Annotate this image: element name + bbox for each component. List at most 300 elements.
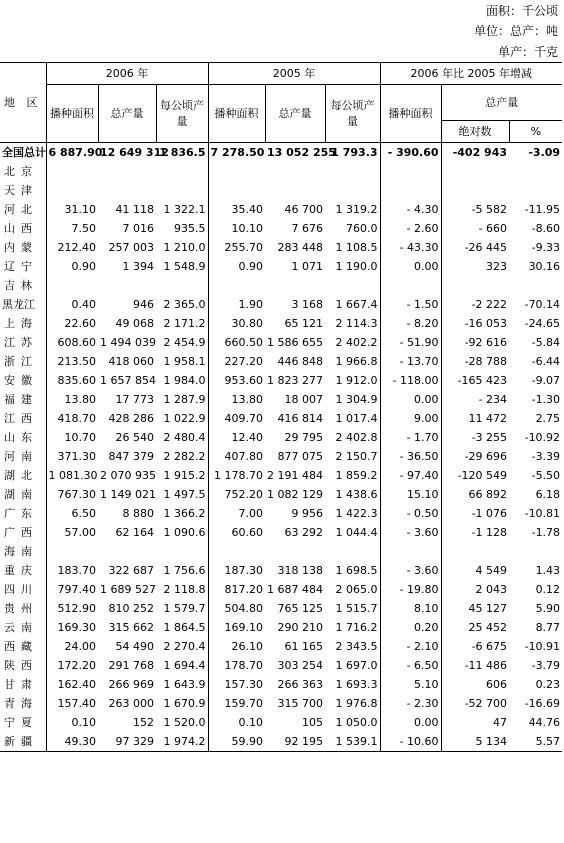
- cell-a05: 407.80: [224, 450, 264, 463]
- cell-t05: 65 121: [284, 317, 324, 330]
- cell-region: 福建: [0, 390, 46, 409]
- unit-area: 面积：千公顷: [485, 4, 558, 18]
- cell-dt: -120 549: [457, 469, 508, 482]
- cell-da: [380, 162, 441, 181]
- cell-dt: -165 423: [457, 374, 508, 387]
- cell-t06: [98, 542, 156, 561]
- table-row: [0, 314, 562, 333]
- cell-da: 9.00: [380, 409, 441, 428]
- table-row: [0, 542, 562, 561]
- cell-dp: 1.43: [535, 564, 561, 577]
- cell-t06: 62 164: [115, 526, 154, 539]
- cell-region: 山东: [0, 428, 46, 447]
- cell-y06: [156, 162, 208, 181]
- table-row: [0, 295, 562, 314]
- cell-t06: 54 490: [115, 640, 154, 653]
- cell-t06: [98, 276, 156, 295]
- cell-t05: 2 191 484: [267, 469, 324, 482]
- cell-a06: 162.40: [57, 678, 96, 691]
- table-row: [0, 428, 562, 447]
- cell-t05: 290 210: [277, 621, 324, 634]
- cell-y06: 1 548.9: [156, 257, 208, 276]
- cell-t06: 41 118: [115, 203, 154, 216]
- cell-da: - 6.50: [380, 656, 441, 675]
- header-2006: 2006 年: [46, 63, 208, 85]
- cell-dp: -16.69: [524, 697, 561, 710]
- cell-a05: 227.20: [224, 355, 264, 368]
- cell-region: 湖南: [0, 485, 46, 504]
- cell-y06: 1 694.4: [156, 656, 208, 675]
- cell-t05: 266 363: [277, 678, 324, 691]
- cell-a05: [208, 542, 265, 561]
- cell-region: 广西: [0, 523, 46, 542]
- cell-a05: [208, 162, 265, 181]
- cell-a05: 953.60: [224, 374, 264, 387]
- cell-y06: 1 090.6: [156, 523, 208, 542]
- cell-region: 广东: [0, 504, 46, 523]
- cell-a05: 10.10: [231, 222, 264, 235]
- cell-dp: -9.33: [531, 241, 561, 254]
- header-yield-2006: 每公顷产量: [156, 85, 208, 143]
- table-row: [0, 409, 562, 428]
- cell-a06: 183.70: [57, 564, 96, 577]
- table-row: [0, 447, 562, 466]
- cell-dp: 44.76: [528, 716, 561, 729]
- cell-dt: -5 582: [471, 203, 508, 216]
- cell-a05: 7 278.50: [210, 146, 265, 159]
- cell-y06: 1 322.1: [156, 200, 208, 219]
- cell-da: - 8.20: [380, 314, 441, 333]
- cell-a06: 22.60: [64, 317, 96, 330]
- cell-da: - 10.60: [380, 732, 441, 752]
- cell-region: 浙江: [0, 352, 46, 371]
- cell-dt: -2 222: [471, 298, 508, 311]
- cell-region: 江苏: [0, 333, 46, 352]
- cell-da: [380, 181, 441, 200]
- cell-a05: 12.40: [231, 431, 264, 444]
- cell-y06: 2 454.9: [156, 333, 208, 352]
- table-row: [0, 694, 562, 713]
- header-yield-2005: 每公顷产量: [325, 85, 380, 143]
- header-abs: 绝对数: [441, 121, 509, 143]
- cell-dp: -70.14: [524, 298, 561, 311]
- table-row: [0, 485, 562, 504]
- cell-t06: 1 394: [122, 260, 154, 273]
- header-total-change: 总产量: [441, 85, 562, 121]
- table-row: [0, 181, 562, 200]
- cell-y06: 2 480.4: [156, 428, 208, 447]
- cell-a05: 59.90: [208, 732, 265, 752]
- cell-da: 15.10: [380, 485, 441, 504]
- cell-a06: 767.30: [57, 488, 96, 501]
- cell-dp: -3.79: [531, 659, 561, 672]
- cell-t05: [265, 542, 325, 561]
- cell-da: - 19.80: [380, 580, 441, 599]
- cell-t06: [98, 162, 156, 181]
- cell-y05: 1 697.0: [325, 656, 380, 675]
- header-total-2005: 总产量: [265, 85, 325, 143]
- cell-dp: 5.90: [535, 602, 561, 615]
- cell-y05: 2 114.3: [325, 314, 380, 333]
- cell-a06: 6 887.90: [48, 146, 103, 159]
- cell-y05: 1 044.4: [325, 523, 380, 542]
- cell-a06: 608.60: [57, 336, 96, 349]
- cell-t06: [98, 181, 156, 200]
- cell-dp: -10.92: [524, 431, 561, 444]
- table-row: [0, 637, 562, 656]
- cell-a05: 60.60: [231, 526, 264, 539]
- table-row: [0, 561, 562, 580]
- cell-region: 宁夏: [0, 713, 46, 732]
- header-area-2006: 播种面积: [46, 85, 98, 143]
- cell-dp: 0.23: [535, 678, 561, 691]
- cell-y05: 1 667.4: [325, 295, 380, 314]
- cell-t05: 105: [302, 716, 324, 729]
- table-row: [0, 352, 562, 371]
- cell-y05: [325, 542, 380, 561]
- cell-y05: 1 793.3: [325, 143, 380, 163]
- cell-dp: 2.75: [535, 412, 561, 425]
- cell-a05: 13.80: [231, 393, 264, 406]
- cell-dt: -1 128: [471, 526, 508, 539]
- cell-region: 吉林: [0, 276, 46, 295]
- cell-t06: 152: [133, 716, 154, 729]
- cell-y05: 1 438.6: [325, 485, 380, 504]
- cell-a06: [46, 181, 98, 200]
- cell-y05: 2 343.5: [325, 637, 380, 656]
- cell-y05: [325, 276, 380, 295]
- statistics-table: [0, 62, 562, 752]
- cell-t06: 7 016: [122, 222, 154, 235]
- cell-dp: 5.57: [509, 732, 562, 752]
- cell-a06: 6.50: [71, 507, 96, 520]
- cell-dt: -402 943: [452, 146, 508, 159]
- cell-y06: [156, 276, 208, 295]
- cell-y05: 1 716.2: [325, 618, 380, 637]
- cell-a05: 0.10: [238, 716, 264, 729]
- cell-dt: 11 472: [468, 412, 508, 425]
- cell-dp: 30.16: [528, 260, 561, 273]
- cell-da: - 1.70: [380, 428, 441, 447]
- cell-a05: [208, 181, 265, 200]
- table-row: [0, 371, 562, 390]
- cell-region: 贵州: [0, 599, 46, 618]
- cell-a05: 409.70: [224, 412, 264, 425]
- cell-dp: -3.39: [531, 450, 561, 463]
- cell-y05: 1 698.5: [325, 561, 380, 580]
- cell-da: 8.10: [380, 599, 441, 618]
- cell-da: 5.10: [380, 675, 441, 694]
- cell-t06: 1 149 021: [100, 488, 156, 501]
- cell-a05: 255.70: [224, 241, 264, 254]
- cell-a06: 797.40: [57, 583, 96, 596]
- cell-t05: 63 292: [284, 526, 324, 539]
- cell-a06: 31.10: [64, 203, 96, 216]
- cell-a05: 1.90: [238, 298, 264, 311]
- cell-y05: 1 190.0: [325, 257, 380, 276]
- table-row-total: [0, 143, 562, 163]
- cell-y06: 1 287.9: [156, 390, 208, 409]
- table-row: [0, 219, 562, 238]
- cell-region: 山西: [0, 219, 46, 238]
- cell-y05: 1 304.9: [325, 390, 380, 409]
- cell-t05: 303 254: [277, 659, 324, 672]
- cell-y05: 1 539.1: [325, 732, 380, 752]
- cell-y06: 2 270.4: [156, 637, 208, 656]
- table-row: [0, 276, 562, 295]
- cell-dp: 6.18: [535, 488, 561, 501]
- cell-a06: 169.30: [57, 621, 96, 634]
- cell-dp: -10.91: [524, 640, 561, 653]
- cell-y05: 1 017.4: [325, 409, 380, 428]
- cell-t06: 1 657 854: [100, 374, 156, 387]
- cell-y06: [156, 542, 208, 561]
- cell-region: 西藏: [0, 637, 46, 656]
- cell-da: - 36.50: [380, 447, 441, 466]
- cell-y06: 1 915.2: [156, 466, 208, 485]
- cell-a06: 0.90: [71, 260, 96, 273]
- cell-y05: 1 912.0: [325, 371, 380, 390]
- cell-a06: 212.40: [57, 241, 96, 254]
- cell-a05: 30.80: [231, 317, 264, 330]
- cell-y05: 2 402.2: [325, 333, 380, 352]
- cell-da: - 13.70: [380, 352, 441, 371]
- cell-a06: 157.40: [57, 697, 96, 710]
- cell-a05: 178.70: [224, 659, 264, 672]
- cell-t06: 1 689 527: [100, 583, 156, 596]
- cell-t05: 1 687 484: [267, 583, 324, 596]
- cell-dp: [509, 542, 562, 561]
- cell-dp: -6.44: [531, 355, 561, 368]
- unit-yield: 单产：千克: [497, 45, 558, 59]
- header-pct: %: [509, 121, 562, 143]
- table-row: [0, 390, 562, 409]
- cell-y06: 1 210.0: [156, 238, 208, 257]
- cell-y05: 760.0: [325, 219, 380, 238]
- cell-a06: 1 081.30: [48, 469, 98, 482]
- cell-a05: 26.10: [231, 640, 264, 653]
- table-row: [0, 238, 562, 257]
- cell-t05: 13 052 255: [267, 146, 336, 159]
- cell-a06: 10.70: [64, 431, 96, 444]
- cell-t05: 29 795: [284, 431, 324, 444]
- cell-region: 河北: [0, 200, 46, 219]
- cell-da: - 97.40: [380, 466, 441, 485]
- header-2005: 2005 年: [208, 63, 380, 85]
- cell-dp: -3.09: [528, 146, 561, 159]
- cell-dp: -1.78: [531, 526, 561, 539]
- cell-region: 全国总计: [0, 143, 46, 163]
- header-change: 2006 年比 2005 年增减: [380, 63, 562, 85]
- cell-dt: [441, 162, 509, 181]
- cell-y06: 1 836.5: [156, 143, 208, 163]
- cell-t05: 283 448: [277, 241, 324, 254]
- cell-da: - 2.30: [380, 694, 441, 713]
- table-row: [0, 523, 562, 542]
- cell-t06: 8 880: [122, 507, 154, 520]
- cell-t06: 2 070 935: [100, 469, 156, 482]
- cell-region: 海南: [0, 542, 46, 561]
- cell-dp: -8.60: [531, 222, 561, 235]
- cell-region: 陕西: [0, 656, 46, 675]
- cell-y05: 1 515.7: [325, 599, 380, 618]
- cell-t05: 3 168: [291, 298, 324, 311]
- cell-dp: [509, 181, 562, 200]
- cell-region: 四川: [0, 580, 46, 599]
- cell-a05: 504.80: [224, 602, 264, 615]
- cell-dp: -5.50: [531, 469, 561, 482]
- cell-y06: 2 282.2: [156, 447, 208, 466]
- cell-t06: 428 286: [108, 412, 154, 425]
- unit-output: 单位：总产：吨: [473, 24, 558, 38]
- header-area-2005: 播种面积: [208, 85, 265, 143]
- cell-region: 辽宁: [0, 257, 46, 276]
- cell-y05: 1 108.5: [325, 238, 380, 257]
- cell-a06: 24.00: [64, 640, 96, 653]
- cell-dt: 323: [486, 260, 508, 273]
- cell-y06: 1 756.6: [156, 561, 208, 580]
- table-row: [0, 504, 562, 523]
- cell-y06: [156, 181, 208, 200]
- cell-da: - 390.60: [380, 143, 441, 163]
- cell-t05: [265, 162, 325, 181]
- cell-region: 新疆: [0, 732, 46, 752]
- cell-t05: 1 823 277: [267, 374, 324, 387]
- cell-dp: [509, 162, 562, 181]
- cell-a06: [46, 162, 98, 181]
- cell-t05: [265, 276, 325, 295]
- cell-t06: 257 003: [108, 241, 154, 254]
- cell-dt: -16 053: [464, 317, 508, 330]
- cell-dt: -92 616: [464, 336, 508, 349]
- cell-t06: 418 060: [108, 355, 154, 368]
- cell-y05: [325, 162, 380, 181]
- table-row: [0, 333, 562, 352]
- cell-y05: 1 859.2: [325, 466, 380, 485]
- cell-y05: 2 065.0: [325, 580, 380, 599]
- cell-t05: 1 586 655: [267, 336, 324, 349]
- header-region: 地 区: [0, 63, 46, 143]
- cell-da: - 0.50: [380, 504, 441, 523]
- cell-dt: [441, 276, 509, 295]
- cell-da: - 1.50: [380, 295, 441, 314]
- cell-da: - 3.60: [380, 523, 441, 542]
- cell-da: - 118.00: [380, 371, 441, 390]
- cell-dp: -9.07: [531, 374, 561, 387]
- cell-dp: 8.77: [535, 621, 561, 634]
- cell-t06: 946: [133, 298, 154, 311]
- cell-a05: 169.10: [224, 621, 264, 634]
- cell-dt: -28 788: [464, 355, 508, 368]
- cell-region: 内蒙: [0, 238, 46, 257]
- table-row: [0, 599, 562, 618]
- cell-a06: 512.90: [57, 602, 96, 615]
- cell-t05: 7 676: [291, 222, 324, 235]
- cell-t05: 61 165: [284, 640, 324, 653]
- cell-a05: [208, 276, 265, 295]
- cell-t06: 26 540: [115, 431, 154, 444]
- cell-da: 0.00: [380, 713, 441, 732]
- header-area-change: 播种面积: [380, 85, 441, 143]
- cell-y06: 2 118.8: [156, 580, 208, 599]
- cell-t05: 1 082 129: [267, 488, 324, 501]
- table-row: [0, 257, 562, 276]
- cell-region: 黑龙江: [0, 295, 46, 314]
- cell-y05: 1 976.8: [325, 694, 380, 713]
- cell-dt: -3 255: [471, 431, 508, 444]
- cell-a06: [46, 542, 98, 561]
- cell-t06: 17 773: [115, 393, 154, 406]
- table-row: [0, 580, 562, 599]
- cell-y06: 2 365.0: [156, 295, 208, 314]
- cell-region: 北京: [0, 162, 46, 181]
- cell-y05: 2 402.8: [325, 428, 380, 447]
- cell-t06: 315 662: [108, 621, 154, 634]
- cell-t06: 12 649 312: [100, 146, 169, 159]
- cell-dt: -52 700: [464, 697, 508, 710]
- cell-t05: 18 007: [284, 393, 324, 406]
- cell-t06: 263 000: [108, 697, 154, 710]
- cell-t05: 318 138: [277, 564, 324, 577]
- cell-t06: 847 379: [108, 450, 154, 463]
- cell-dp: -1.30: [531, 393, 561, 406]
- cell-a06: 418.70: [57, 412, 96, 425]
- cell-a06: 371.30: [57, 450, 96, 463]
- cell-dt: -1 076: [471, 507, 508, 520]
- cell-dp: -24.65: [524, 317, 561, 330]
- cell-a06: 13.80: [64, 393, 96, 406]
- cell-da: - 2.10: [380, 637, 441, 656]
- cell-region: 天津: [0, 181, 46, 200]
- cell-t05: 9 956: [291, 507, 324, 520]
- cell-y06: 2 171.2: [156, 314, 208, 333]
- cell-a05: 35.40: [231, 203, 264, 216]
- cell-region: 江西: [0, 409, 46, 428]
- cell-y05: [325, 181, 380, 200]
- cell-a05: 157.30: [224, 678, 264, 691]
- cell-y06: 1 958.1: [156, 352, 208, 371]
- cell-y05: 1 319.2: [325, 200, 380, 219]
- cell-a06: [46, 276, 98, 295]
- cell-t05: [265, 181, 325, 200]
- cell-dt: -29 696: [464, 450, 508, 463]
- cell-y06: 1 670.9: [156, 694, 208, 713]
- cell-da: - 43.30: [380, 238, 441, 257]
- cell-region: 重庆: [0, 561, 46, 580]
- cell-a05: 7.00: [238, 507, 264, 520]
- cell-da: [380, 276, 441, 295]
- table-row: [0, 162, 562, 181]
- cell-a06: 49.30: [46, 732, 98, 752]
- cell-t06: 266 969: [108, 678, 154, 691]
- cell-a05: 187.30: [224, 564, 264, 577]
- cell-dt: 66 892: [468, 488, 508, 501]
- cell-t06: 291 768: [108, 659, 154, 672]
- cell-dp: -5.84: [531, 336, 561, 349]
- cell-a06: 835.60: [57, 374, 96, 387]
- cell-t06: 97 329: [98, 732, 156, 752]
- cell-t05: 416 814: [277, 412, 324, 425]
- cell-y05: 2 150.7: [325, 447, 380, 466]
- cell-region: 青海: [0, 694, 46, 713]
- cell-dt: 5 134: [441, 732, 509, 752]
- cell-dt: -26 445: [464, 241, 508, 254]
- cell-t05: 46 700: [284, 203, 324, 216]
- table-row: [0, 466, 562, 485]
- cell-dt: 4 549: [475, 564, 508, 577]
- header-total-2006: 总产量: [98, 85, 156, 143]
- cell-t05: 1 071: [291, 260, 324, 273]
